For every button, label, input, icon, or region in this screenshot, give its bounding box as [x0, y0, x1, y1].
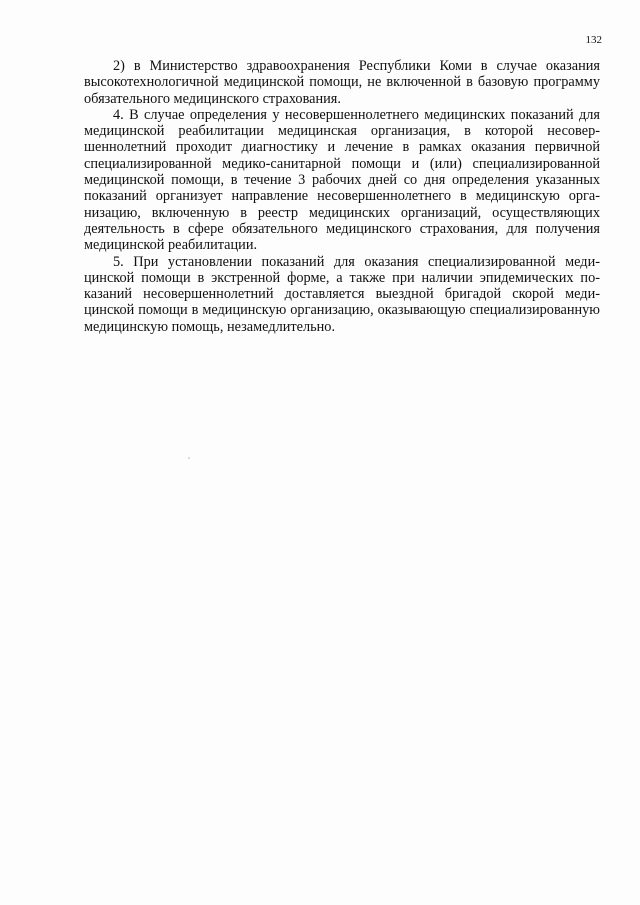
document-body: [84, 58, 600, 335]
paragraph-item-2: 2) в Министерство здравоохранения Республики Коми в случае оказания высокотехнологичной медицинской помощи, не включенной в базовую программу обязательного медицинского страхования.: [84, 58, 600, 107]
page-number: 132: [585, 34, 602, 46]
paragraph-item-4: 4. В случае определения у несовершеннолетнего медицинских показаний для медицинской реабилитации медицинская организация, в которой несовершеннолетний проходит диагностику и лечение в рамках оказания первичной специализированной медико-санитарной помощи и (или) специализированной медицинской помощи, в течение 3 рабочих дней со дня определения указанных показаний организует направление несовершеннолетнего в медицинскую организацию, включенную в реестр медицинских организаций, осуществляющих деятельность в сфере обязательного медицинского страхования, для получения медицинской реабилитации.: [84, 106, 600, 254]
scan-speck: [188, 457, 190, 459]
paragraph-item-5: 5. При установлении показаний для оказания специализированной медицинской помощи в экстренной форме, а также при наличии эпидемических показаний несовершеннолетний доставляется выездной бригадой скорой медицинской помощи в медицинскую организацию, оказывающую специализированную медицинскую помощь, незамедлительно.: [84, 253, 600, 335]
